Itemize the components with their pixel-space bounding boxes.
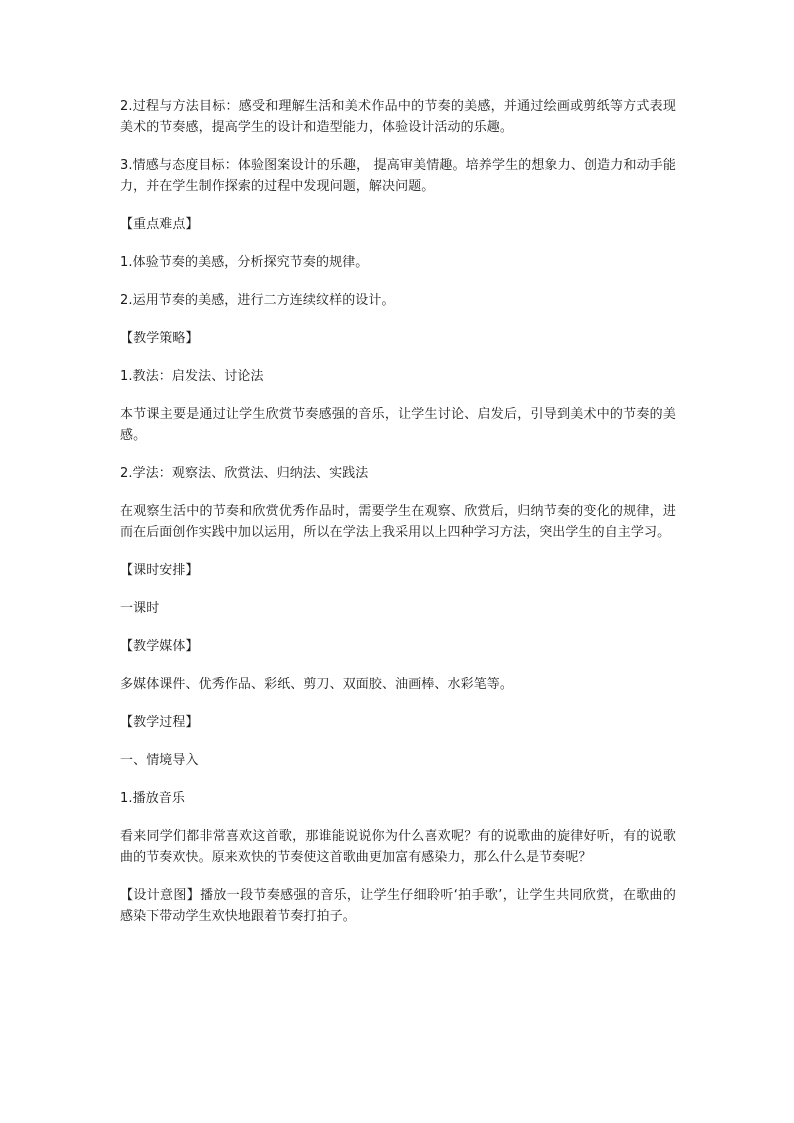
paragraph-key-point-1: 1.体验节奏的美感，分析探究节奏的规律。 [120, 255, 369, 270]
paragraph-teaching-method: 1.教法：启发法、讨论法 [120, 369, 264, 384]
heading-teaching-media: 【教学媒体】 [120, 639, 199, 654]
paragraph-design-intent: 【设计意图】播放一段节奏感强的音乐，让学生仔细聆听‘拍手歌’，让学生共同欣赏，在歌曲的感染下带动学生欢快地跟着节奏打拍子。 [120, 888, 676, 924]
paragraph-teaching-media: 多媒体课件、优秀作品、彩纸、剪刀、双面胶、油画棒、水彩笔等。 [120, 677, 514, 692]
paragraph-play-music: 1.播放音乐 [120, 791, 186, 806]
heading-teaching-process: 【教学过程】 [120, 715, 199, 730]
heading-teaching-strategy: 【教学策略】 [120, 331, 199, 346]
paragraph-class-hours: 一课时 [120, 601, 160, 616]
document-body [120, 96, 676, 944]
paragraph-key-point-2: 2.运用节奏的美感，进行二方连续纹样的设计。 [120, 293, 395, 308]
paragraph-section-intro: 一、情境导入 [120, 753, 199, 768]
paragraph-learning-method-detail: 在观察生活中的节奏和欣赏优秀作品时，需要学生在观察、欣赏后，归纳节奏的变化的规律，进而在后面创作实践中加以运用，所以在学法上我采用以上四种学习方法，突出学生的自主学习。 [120, 504, 676, 540]
paragraph-process-method-goal: 2.过程与方法目标：感受和理解生活和美术作品中的节奏的美感，并通过绘画或剪纸等方式表现美术的节奏感，提高学生的设计和造型能力，体验设计活动的乐趣。 [120, 99, 676, 135]
heading-class-hours: 【课时安排】 [120, 563, 199, 578]
paragraph-teaching-method-detail: 本节课主要是通过让学生欣赏节奏感强的音乐，让学生讨论、启发后，引导到美术中的节奏的美感。 [120, 407, 676, 443]
paragraph-learning-method: 2.学法：观察法、欣赏法、归纳法、实践法 [120, 466, 369, 481]
paragraph-emotion-attitude-goal: 3.情感与态度目标：体验图案设计的乐趣， 提高审美情趣。培养学生的想象力、创造力和动手能力，并在学生制作探索的过程中发现问题，解决问题。 [120, 158, 676, 194]
paragraph-music-discussion: 看来同学们都非常喜欢这首歌，那谁能说说你为什么喜欢呢？有的说歌曲的旋律好听，有的说歌曲的节奏欢快。原来欢快的节奏使这首歌曲更加富有感染力，那么什么是节奏呢？ [120, 829, 676, 865]
heading-key-difficulties: 【重点难点】 [120, 217, 199, 232]
